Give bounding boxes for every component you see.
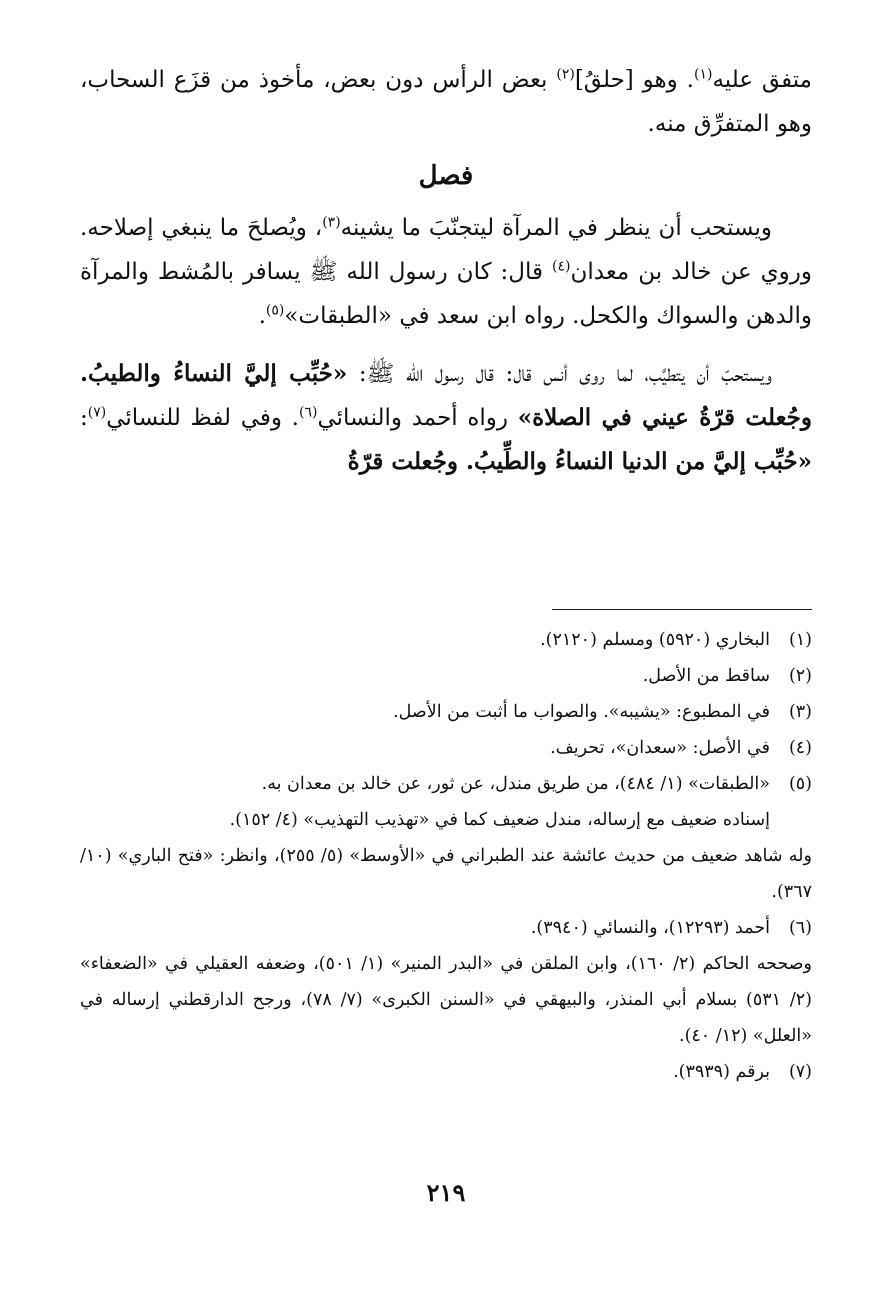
footnote-number: (٦) [788, 918, 812, 938]
footnote-number: (٧) [788, 1062, 812, 1082]
footnote-2 [80, 658, 812, 694]
hadith-quote: «حُبِّب إليَّ النساءُ والطيبُ. وجُعلت قرّةُ عيني في الصلاة» [80, 360, 813, 431]
footnote-5 [80, 766, 812, 802]
text-run: . [258, 303, 266, 329]
text-run: بعض الرأس دون بعض، مأخوذ من قزَع السحاب، وهو المتفرِّق منه. [80, 67, 812, 137]
paragraph-2 [80, 206, 812, 338]
text-run: ويستحبّ أن يتطيَّب، لما روى أنس قال: قال رسول الله ﷺ: [347, 361, 773, 387]
footnote-5-continuation: إسناده ضعيف مع إرساله، مندل ضعيف كما في «تهذيب التهذيب» (٤/ ١٥٢). [229, 810, 770, 830]
footnote-ref-6: (٦) [299, 404, 318, 421]
footnote-text: ساقط من الأصل. [642, 666, 770, 686]
footnote-number: (٣) [788, 702, 812, 722]
footnote-number: (١) [788, 630, 812, 650]
footnote-ref-1: (١) [693, 66, 713, 83]
text-run: : [80, 405, 88, 431]
text-run: . وفي لفظ للنسائي [106, 405, 299, 431]
footnote-5-continuation: وله شاهد ضعيف من حديث عائشة عند الطبراني في «الأوسط» (٥/ ٢٥٥)، وانظر: «فتح الباري» (١٠/ ٣٦٧). [80, 846, 812, 902]
footnote-number: (٤) [788, 738, 812, 758]
paragraph-1 [80, 58, 812, 146]
footnote-3 [80, 694, 812, 730]
footnote-ref-3: (٣) [322, 214, 341, 231]
footnote-text: في المطبوع: «يشيبه». والصواب ما أثبت من الأصل. [393, 702, 770, 722]
footnote-text: أحمد (١٢٢٩٣)، والنسائي (٣٩٤٠). [530, 918, 770, 938]
paragraph-3 [80, 352, 812, 484]
hadith-quote: «حُبِّب إليَّ من الدنيا النساءُ والطِّيبُ. وجُعلت قرّةُ [347, 448, 812, 475]
text-run: رواه أحمد والنسائي [317, 405, 518, 431]
footnotes [80, 622, 812, 1090]
footnote-6 [80, 910, 812, 946]
main-text [80, 58, 812, 484]
text-run: ويستحب أن ينظر في المرآة ليتجنّبَ ما يشينه [340, 215, 772, 241]
footnote-ref-7: (٧) [87, 404, 107, 421]
footnote-ref-4: (٤) [552, 258, 571, 275]
footnote-1 [80, 622, 812, 658]
text-run: متفق عليه [712, 67, 813, 93]
footnote-ref-2: (٢) [556, 66, 575, 83]
footnote-6-continuation: وصححه الحاكم (٢/ ١٦٠)، وابن الملقن في «البدر المنير» (١/ ٥٠١)، وضعفه العقيلي في «الضعفاء» (٢/ ٥٣١) بسلام أبي المنذر، والبيهقي في «السنن الكبرى» (٧/ ٧٨)، ورجح الدارقطني إرساله في «العلل» (١٢/ ٤٠). [80, 954, 812, 1046]
text-run: ، ويُصلحَ ما ينبغي إصلاحه. وروي عن خالد بن معدان [80, 215, 812, 285]
footnote-4 [80, 730, 812, 766]
footnote-7 [80, 1054, 812, 1090]
section-heading: فصل [418, 161, 474, 191]
footnote-text: في الأصل: «سعدان»، تحريف. [550, 738, 770, 758]
footnote-separator [552, 609, 812, 610]
footnote-text: «الطبقات» (١/ ٤٨٤)، من طريق مندل، عن ثور، عن خالد بن معدان به. [261, 774, 770, 794]
page-number: ٢١٩ [426, 1178, 466, 1207]
footnote-ref-5: (٥) [265, 302, 285, 319]
footnote-text: البخاري (٥٩٢٠) ومسلم (٢١٢٠). [540, 630, 770, 650]
footnote-text: برقم (٣٩٣٩). [673, 1062, 770, 1082]
text-run: قال: كان رسول الله ﷺ يسافر بالمُشط والمرآة والدهن والسواك والكحل. رواه ابن سعد في «الطبقات» [80, 259, 812, 329]
footnote-number: (٥) [788, 774, 812, 794]
text-run: . وهو [حلقُ] [574, 67, 694, 93]
footnote-number: (٢) [788, 666, 812, 686]
